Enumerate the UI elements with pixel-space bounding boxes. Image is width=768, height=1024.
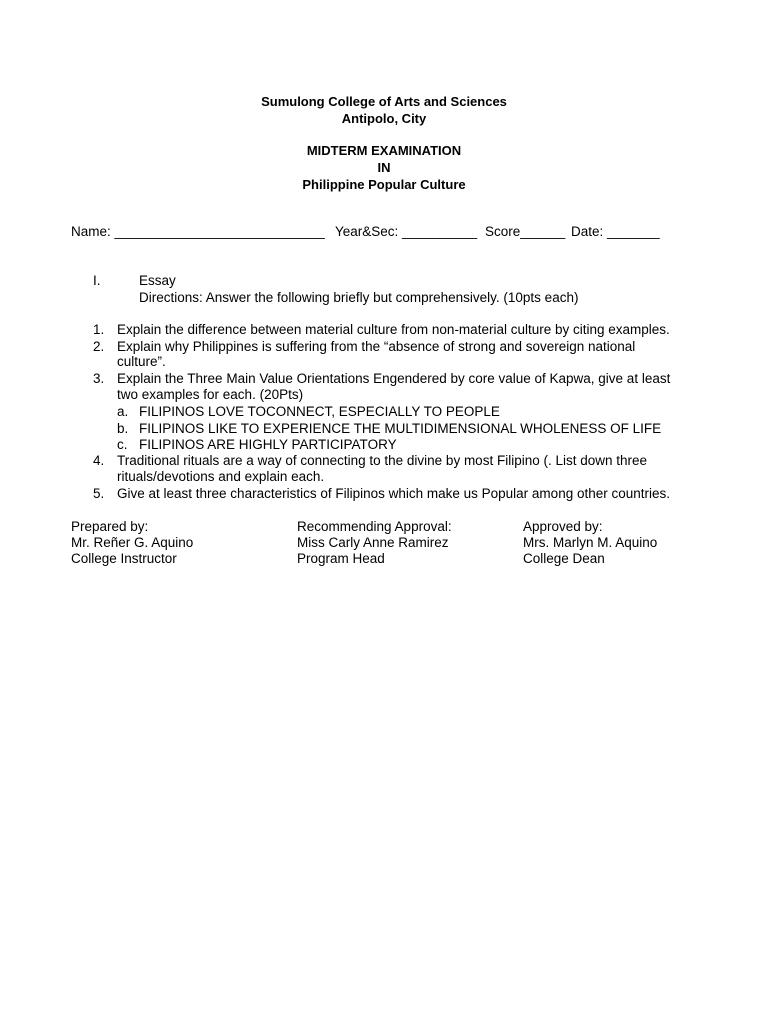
subitem-text: FILIPINOS LOVE TOCONNECT, ESPECIALLY TO PEOPLE bbox=[139, 404, 500, 419]
signatory-role: Prepared by: bbox=[71, 519, 149, 534]
exam-in: IN bbox=[377, 160, 391, 175]
exam-title: MIDTERM EXAMINATION bbox=[306, 143, 462, 158]
question-text: two examples for each. (20Pts) bbox=[117, 387, 304, 402]
name-field: Name: ____________________________ bbox=[71, 224, 325, 239]
question-number: 5. bbox=[93, 486, 105, 501]
question-text: Explain why Philippines is suffering from the “absence of strong and sovereign national bbox=[117, 339, 636, 354]
subitem-letter: a. bbox=[117, 404, 129, 419]
question-number: 4. bbox=[93, 453, 105, 468]
signatory-name: Mrs. Marlyn M. Aquino bbox=[523, 535, 658, 550]
question-text: Explain the Three Main Value Orientations Engendered by core value of Kapwa, give at least bbox=[117, 371, 671, 386]
section-directions: Directions: Answer the following briefly but comprehensively. (10pts each) bbox=[139, 290, 579, 305]
question-text: Give at least three characteristics of Filipinos which make us Popular among other countries. bbox=[117, 486, 671, 501]
signatory-title: College Instructor bbox=[71, 551, 177, 566]
subitem-text: FILIPINOS ARE HIGHLY PARTICIPATORY bbox=[139, 437, 397, 452]
question-number: 2. bbox=[93, 339, 105, 354]
question-number: 1. bbox=[93, 322, 105, 337]
section-title: Essay bbox=[139, 273, 176, 288]
signatory-title: Program Head bbox=[297, 551, 385, 566]
subitem-letter: c. bbox=[117, 437, 128, 452]
school-city: Antipolo, City bbox=[341, 111, 427, 126]
signatory-name: Miss Carly Anne Ramirez bbox=[297, 535, 449, 550]
question-text: culture”. bbox=[117, 354, 166, 369]
date-field: Date: _______ bbox=[571, 224, 660, 239]
score-field: Score______ bbox=[485, 224, 566, 239]
year-sec-field: Year&Sec: __________ bbox=[335, 224, 478, 239]
subitem-letter: b. bbox=[117, 421, 129, 436]
question-text: Explain the difference between material culture from non-material culture by citing examples. bbox=[117, 322, 670, 337]
question-text: Traditional rituals are a way of connecting to the divine by most Filipino (. List down three bbox=[117, 453, 648, 468]
question-number: 3. bbox=[93, 371, 105, 386]
section-roman: I. bbox=[93, 273, 101, 288]
school-name: Sumulong College of Arts and Sciences bbox=[261, 94, 507, 109]
signatory-name: Mr. Reñer G. Aquino bbox=[71, 535, 194, 550]
signatory-role: Approved by: bbox=[523, 519, 603, 534]
signatory-title: College Dean bbox=[523, 551, 605, 566]
subitem-text: FILIPINOS LIKE TO EXPERIENCE THE MULTIDIMENSIONAL WHOLENESS OF LIFE bbox=[139, 421, 662, 436]
exam-subject: Philippine Popular Culture bbox=[302, 177, 466, 192]
question-text: rituals/devotions and explain each. bbox=[117, 469, 325, 484]
signatory-role: Recommending Approval: bbox=[297, 519, 452, 534]
